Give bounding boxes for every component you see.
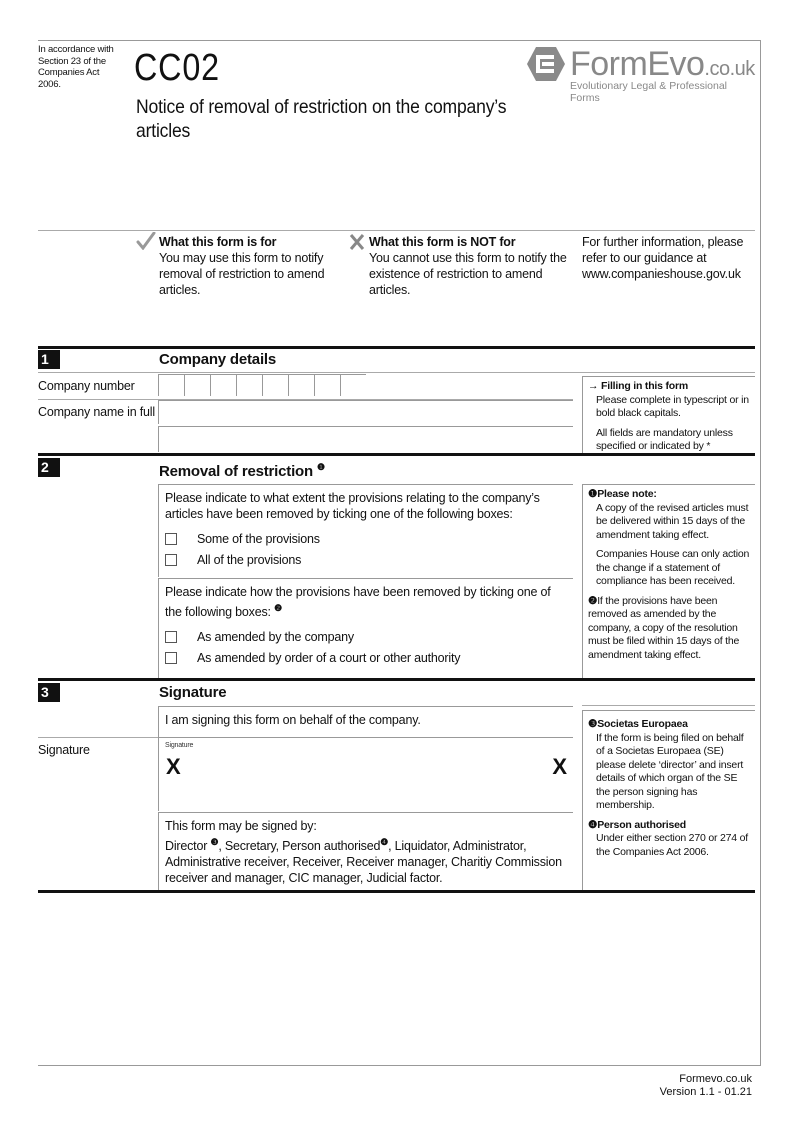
section-3-number: 3: [38, 683, 60, 702]
company-number-digit-7[interactable]: [314, 374, 340, 396]
checkbox-amended-by-court[interactable]: [165, 652, 177, 664]
note-2-text: If the provisions have been removed as amended by the company, a copy of the resolution must be filed within 15 days of the amendment taking effect.: [588, 594, 740, 661]
signed-by-list: [165, 834, 567, 886]
signed-by-director: Director: [165, 839, 211, 854]
filling-in-text-1: Please complete in typescript or in bold black capitals.: [596, 393, 749, 419]
checkbox-amended-by-company[interactable]: [165, 631, 177, 643]
logo-wordmark: FormEvo.co.uk: [570, 45, 755, 83]
extent-question: [158, 484, 573, 577]
option-amended-by-court[interactable]: [165, 647, 567, 668]
filling-in-text-2: All fields are mandatory unless specified or indicated by *: [596, 426, 733, 452]
company-number-digit-8[interactable]: [340, 374, 366, 396]
section-1-title: Company details: [159, 351, 277, 368]
formevo-hexagon-icon: [526, 44, 566, 84]
company-name-label: Company name in full: [38, 405, 155, 419]
signed-by-rest: Administrative receiver, Receiver, Receiver manager, Charitiy Commission receiver and manager, CIC manager, Judicial factor.: [165, 855, 562, 886]
form-purpose: [159, 234, 349, 298]
company-number-field[interactable]: [158, 374, 366, 396]
page-border-top: [38, 40, 761, 41]
section-3-rule: [38, 678, 755, 681]
company-number-digit-1[interactable]: [158, 374, 184, 396]
method-question-text: [165, 584, 567, 620]
note-1-marker-side: ❶: [588, 488, 598, 500]
please-note-text-1: A copy of the revised articles must be delivered within 15 days of the amendment taking effect.: [596, 501, 749, 541]
page-border-right: [760, 40, 761, 1065]
section-end-rule: [38, 890, 755, 893]
signature-label-rule: [38, 737, 158, 738]
section-3-title: Signature: [159, 684, 227, 701]
form-purpose-text: You may use this form to notify removal of restriction to amend articles.: [159, 251, 325, 297]
note-1-marker: ❶: [316, 462, 325, 472]
please-note-heading: Please note:: [597, 488, 657, 500]
person-authorised-heading: Person authorised: [597, 818, 687, 831]
company-name-line-2[interactable]: [158, 426, 573, 452]
note-2-marker: ❷: [274, 603, 282, 613]
option-all-provisions-label: All of the provisions: [197, 552, 302, 567]
note-2-marker-side: ❷: [588, 594, 598, 607]
option-all-provisions[interactable]: [165, 549, 567, 570]
signature-caption: Signature: [165, 742, 194, 749]
further-information: For further information, please refer to our guidance at www.companieshouse.gov.uk: [582, 235, 744, 281]
please-note-text-2: Companies House can only action the change if a statement of compliance has been received.: [596, 548, 750, 587]
societas-europaea-text: If the form is being filed on behalf of a Societas Europaea (SE) please delete ‘director’ and insert details of which organ of the SE the person signing has membership.: [596, 731, 744, 811]
check-icon: [136, 232, 156, 250]
form-title: Notice of removal of restriction on the company’s articles: [136, 96, 507, 142]
form-purpose-heading: What this form is for: [159, 235, 277, 249]
footer-version: Version 1.1 - 01.21: [659, 1086, 752, 1098]
page-border-bottom: [38, 1065, 761, 1066]
form-not-purpose: [369, 234, 569, 298]
note-3-marker: ❸: [210, 837, 219, 847]
section-3-notes-sidebar: [582, 710, 755, 890]
form-not-purpose-heading: What this form is NOT for: [369, 235, 516, 249]
company-name-line-1[interactable]: [158, 400, 573, 424]
logo-tagline: Evolutionary Legal & Professional Forms: [570, 80, 728, 104]
company-number-digit-6[interactable]: [288, 374, 314, 396]
section-2-title-text: Removal of restriction: [159, 463, 313, 480]
method-question-label: Please indicate how the provisions have been removed by ticking one of the following boxes:: [165, 585, 551, 620]
intro-divider: [38, 230, 755, 231]
section-3-side-rule: [582, 705, 755, 706]
footer-site: Formevo.co.uk: [679, 1073, 752, 1085]
section-2-rule: [38, 453, 755, 456]
note-4-marker: ❹: [380, 837, 389, 847]
societas-europaea-heading: Societas Europaea: [597, 718, 688, 730]
section-1-subrule: [38, 372, 755, 373]
extent-question-text: Please indicate to what extent the provisions relating to the company’s articles have been removed by ticking one of the following boxes:: [165, 491, 540, 521]
person-authorised-text: Under either section 270 or 274 of the Companies Act 2006.: [596, 832, 748, 858]
company-number-digit-3[interactable]: [210, 374, 236, 396]
signature-start-mark: X: [166, 754, 181, 779]
footer: [660, 1073, 752, 1099]
signature-field[interactable]: [158, 737, 573, 811]
signed-by-secretary: , Secretary, Person authorised: [218, 839, 381, 854]
note-4-marker-side: ❹: [588, 818, 598, 831]
filling-in-sidebar: [582, 376, 755, 453]
legal-basis-note: In accordance with Section 23 of the Companies Act 2006.: [38, 44, 114, 90]
section-2-notes-sidebar: [582, 484, 755, 678]
form-not-purpose-text: You cannot use this form to notify the existence of restriction to amend articles.: [369, 251, 567, 297]
form-code: CC02: [134, 47, 220, 89]
option-amended-by-company[interactable]: [165, 626, 567, 647]
section-2-title: [159, 458, 325, 481]
signature-end-mark: X: [552, 754, 567, 779]
signature-label: Signature: [38, 743, 90, 757]
company-number-label: Company number: [38, 379, 135, 393]
section-1-number: 1: [38, 350, 60, 369]
signed-by-others: , Liquidator, Administrator,: [388, 839, 527, 854]
authorised-signatories: [158, 812, 573, 890]
company-number-digit-4[interactable]: [236, 374, 262, 396]
option-amended-by-company-label: As amended by the company: [197, 629, 354, 644]
option-some-provisions-label: Some of the provisions: [197, 531, 320, 546]
section-1-rule: [38, 346, 755, 349]
checkbox-all-provisions[interactable]: [165, 554, 177, 566]
signing-statement: I am signing this form on behalf of the company.: [158, 706, 573, 737]
formevo-logo: [526, 44, 756, 104]
company-number-digit-2[interactable]: [184, 374, 210, 396]
note-3-marker-side: ❸: [588, 718, 598, 730]
signed-by-heading: This form may be signed by:: [165, 819, 317, 833]
arrow-right-icon: →: [588, 380, 602, 392]
checkbox-some-provisions[interactable]: [165, 533, 177, 545]
company-number-digit-5[interactable]: [262, 374, 288, 396]
filling-in-heading: Filling in this form: [601, 380, 689, 392]
section-2-number: 2: [38, 458, 60, 477]
option-some-provisions[interactable]: [165, 528, 567, 549]
option-amended-by-court-label: As amended by order of a court or other authority: [197, 650, 461, 665]
x-icon: [348, 233, 366, 251]
method-question: [158, 578, 573, 678]
